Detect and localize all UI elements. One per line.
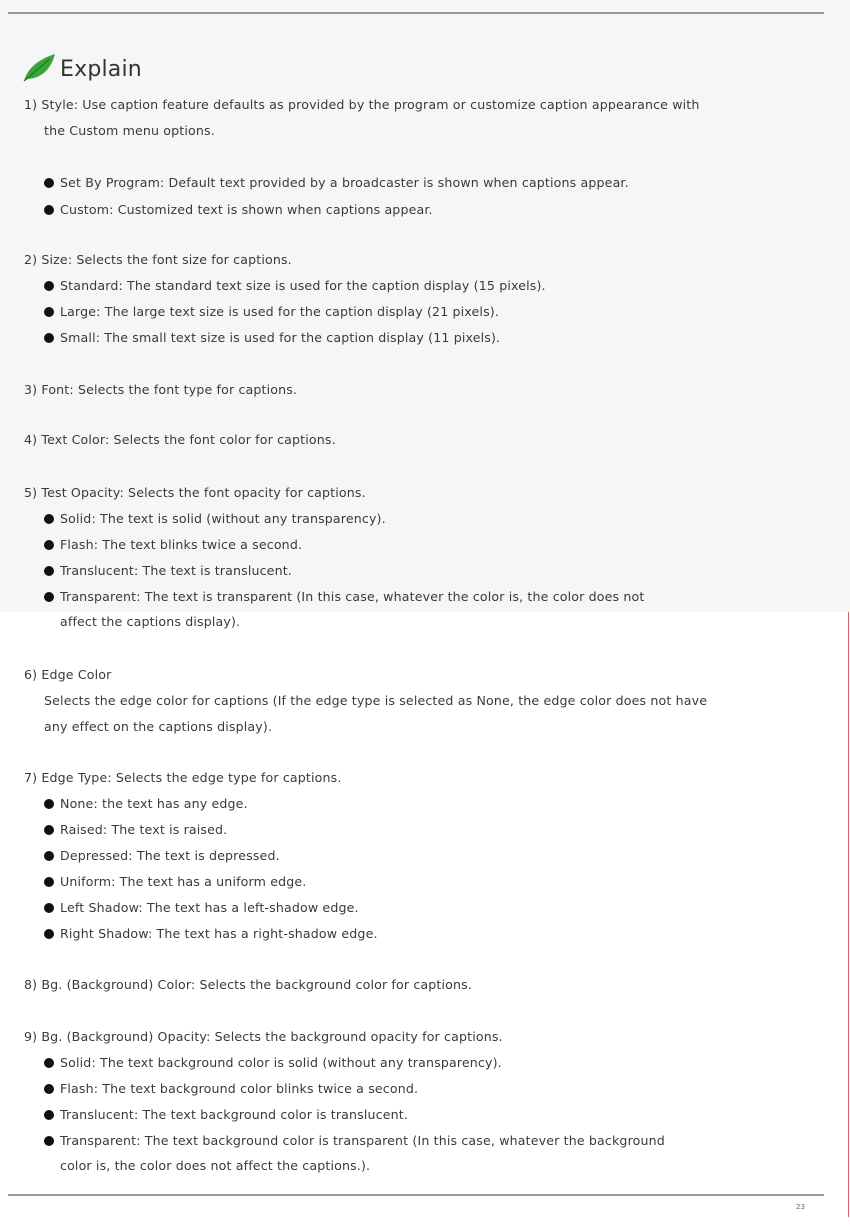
list-item: Transparent: The text is transparent (In this case, whatever the color is, the color does not [24, 588, 644, 606]
list-item: Flash: The text background color blinks twice a second. [24, 1080, 418, 1098]
edge-color-desc-cont: any effect on the captions display). [44, 719, 273, 734]
leaf-icon [22, 48, 58, 84]
edge-color-desc: Selects the edge color for captions (If the edge type is selected as None, the edge color does not have [44, 693, 708, 708]
bullet-icon [44, 851, 54, 861]
size-line: 2) Size: Selects the font size for captions. [24, 252, 292, 267]
list-item: Right Shadow: The text has a right-shadow edge. [24, 925, 378, 943]
bullet-icon [44, 514, 54, 524]
section-heading [22, 44, 142, 84]
page-number: 23 [796, 1203, 805, 1211]
list-item: Solid: The text is solid (without any transparency). [24, 510, 386, 528]
bullet-icon [44, 333, 54, 343]
bullet-icon [44, 825, 54, 835]
bullet-icon [44, 1058, 54, 1068]
list-item-cont: affect the captions display). [60, 614, 241, 629]
text-opacity-line: 5) Test Opacity: Selects the font opacity for captions. [24, 485, 366, 500]
bullet-icon [44, 1084, 54, 1094]
list-item: Small: The small text size is used for the caption display (11 pixels). [24, 329, 500, 347]
style-line: 1) Style: Use caption feature defaults as provided by the program or customize caption appearance with [24, 97, 700, 112]
list-item: Flash: The text blinks twice a second. [24, 536, 302, 554]
list-item: Custom: Customized text is shown when captions appear. [24, 201, 433, 219]
list-item: Raised: The text is raised. [24, 821, 227, 839]
bg-color-line: 8) Bg. (Background) Color: Selects the background color for captions. [24, 977, 473, 992]
bullet-icon [44, 307, 54, 317]
style-line-cont: the Custom menu options. [44, 123, 215, 138]
bottom-rule [8, 1194, 824, 1196]
list-item: None: the text has any edge. [24, 795, 248, 813]
bullet-icon [44, 566, 54, 576]
top-rule [8, 12, 824, 14]
bullet-icon [44, 592, 54, 602]
bg-opacity-line: 9) Bg. (Background) Opacity: Selects the background opacity for captions. [24, 1029, 503, 1044]
bullet-icon [44, 178, 54, 188]
list-item: Translucent: The text background color is translucent. [24, 1106, 408, 1124]
list-item: Large: The large text size is used for the caption display (21 pixels). [24, 303, 499, 321]
text-color-line: 4) Text Color: Selects the font color for captions. [24, 432, 336, 447]
bullet-icon [44, 540, 54, 550]
bullet-icon [44, 1110, 54, 1120]
edge-color-line: 6) Edge Color [24, 667, 112, 682]
bullet-icon [44, 903, 54, 913]
bullet-icon [44, 281, 54, 291]
margin-line [848, 612, 849, 1217]
list-item: Standard: The standard text size is used for the caption display (15 pixels). [24, 277, 546, 295]
list-item: Left Shadow: The text has a left-shadow edge. [24, 899, 359, 917]
bullet-icon [44, 799, 54, 809]
font-line: 3) Font: Selects the font type for captions. [24, 382, 298, 397]
bullet-icon [44, 929, 54, 939]
list-item: Uniform: The text has a uniform edge. [24, 873, 306, 891]
page-title: Explain [60, 57, 142, 82]
bullet-icon [44, 205, 54, 215]
list-item: Depressed: The text is depressed. [24, 847, 280, 865]
list-item: Solid: The text background color is solid (without any transparency). [24, 1054, 502, 1072]
list-item: Translucent: The text is translucent. [24, 562, 292, 580]
list-item-cont: color is, the color does not affect the captions.). [60, 1158, 371, 1173]
list-item: Set By Program: Default text provided by a broadcaster is shown when captions appear. [24, 174, 629, 192]
list-item: Transparent: The text background color is transparent (In this case, whatever the background [24, 1132, 665, 1150]
edge-type-line: 7) Edge Type: Selects the edge type for captions. [24, 770, 342, 785]
bullet-icon [44, 877, 54, 887]
bullet-icon [44, 1136, 54, 1146]
